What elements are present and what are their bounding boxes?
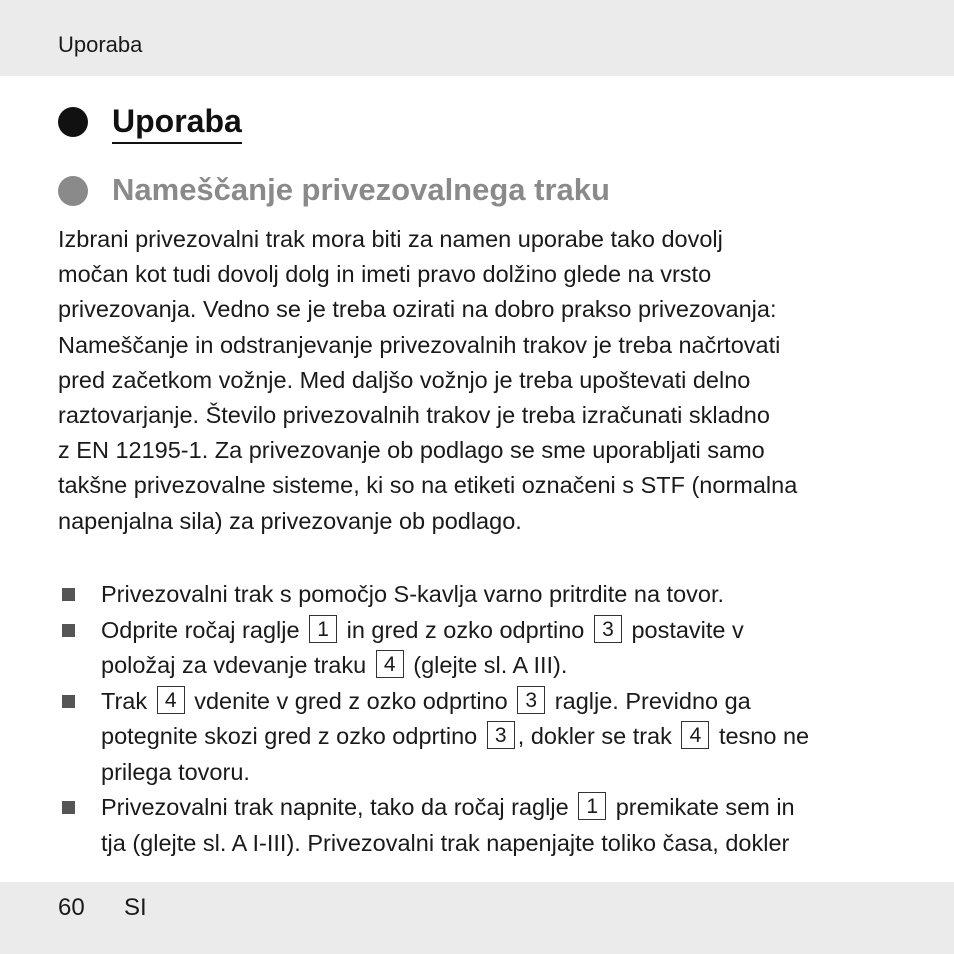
part-reference-number: 3 [487,721,515,749]
subsection-title: Nameščanje privezovalnega traku [112,172,610,207]
intro-line: Izbrani privezovalni trak mora biti za namen uporabe tako dovolj [58,226,723,252]
part-reference-number: 3 [594,615,622,643]
list-item-text: in gred z ozko odprtino [346,616,585,643]
section-title: Uporaba [112,100,242,144]
part-reference-number: 4 [681,721,709,749]
square-bullet-icon [62,801,75,814]
list-item-text: položaj za vdevanje traku [101,652,367,678]
square-bullet-icon [62,695,75,708]
square-bullet-icon [62,624,75,637]
page-number: 60 [58,894,85,921]
intro-line: močan kot tudi dovolj dolg in imeti pravo dolžino glede na vrsto [58,261,712,288]
language-code: SI [124,894,147,921]
list-item-line [101,648,898,684]
list-item-text: premikate sem in [615,794,795,820]
list-item-text: postavite v [631,616,744,643]
list-item-text: vdenite v gred z ozko odprtino [194,687,508,714]
intro-line: privezovanja. Vedno se je treba ozirati na dobro prakso privezovanja: [58,296,777,323]
intro-paragraph [58,222,878,539]
page-header-bar [0,0,954,76]
list-item-text: , dokler se trak [517,723,672,749]
list-item-text: (glejte sl. A III). [413,652,568,678]
intro-line: napenjalna sila) za privezovanje ob podlago. [58,507,522,534]
list-item-text: prilega tovoru. [101,758,250,785]
intro-line: z EN 12195-1. Za privezovanje ob podlago se sme uporabljati samo [58,437,765,464]
intro-line: takšne privezovalne sisteme, ki so na etiketi označeni s STF (normalna [58,472,798,499]
list-item-line [101,719,898,755]
black-circle-icon [58,107,88,137]
list-item-text: Privezovalni trak napnite, tako da ročaj raglje [101,794,569,820]
intro-line: pred začetkom vožnje. Med daljšo vožnjo je treba upoštevati delno [58,366,751,393]
list-item-text: tesno ne [718,723,810,749]
square-bullet-icon [62,588,75,601]
part-reference-number: 3 [517,686,545,714]
grey-circle-icon [58,176,88,206]
part-reference-number: 4 [157,686,185,714]
part-reference-number: 1 [578,792,606,820]
list-item-text: tja (glejte sl. A I-III). Privezovalni trak napenjajte toliko časa, dokler [101,829,790,856]
list-item-text: Odprite ročaj raglje [101,616,300,643]
subsection-bullet [58,171,88,211]
list-item-line [101,790,898,826]
intro-line: Nameščanje in odstranjevanje privezovalnih trakov je treba načrtovati [58,331,781,358]
list-item [58,790,898,861]
list-item-line [101,613,898,649]
running-header: Uporaba [58,32,143,57]
part-reference-number: 1 [309,615,337,643]
list-item [58,613,898,684]
list-item [58,684,898,791]
list-item-line [101,684,898,720]
section-bullet [58,100,88,144]
intro-line: raztovarjanje. Število privezovalnih trakov je treba izračunati skladno [58,402,770,429]
list-item-text: Trak [101,687,148,714]
list-item-text: potegnite skozi gred z ozko odprtino [101,723,478,749]
list-item-text: Privezovalni trak s pomočjo S-kavlja varno pritrdite na tovor. [101,581,725,607]
instruction-list [58,577,898,861]
part-reference-number: 4 [376,650,404,678]
list-item [58,577,898,613]
list-item-text: raglje. Previdno ga [554,687,751,714]
